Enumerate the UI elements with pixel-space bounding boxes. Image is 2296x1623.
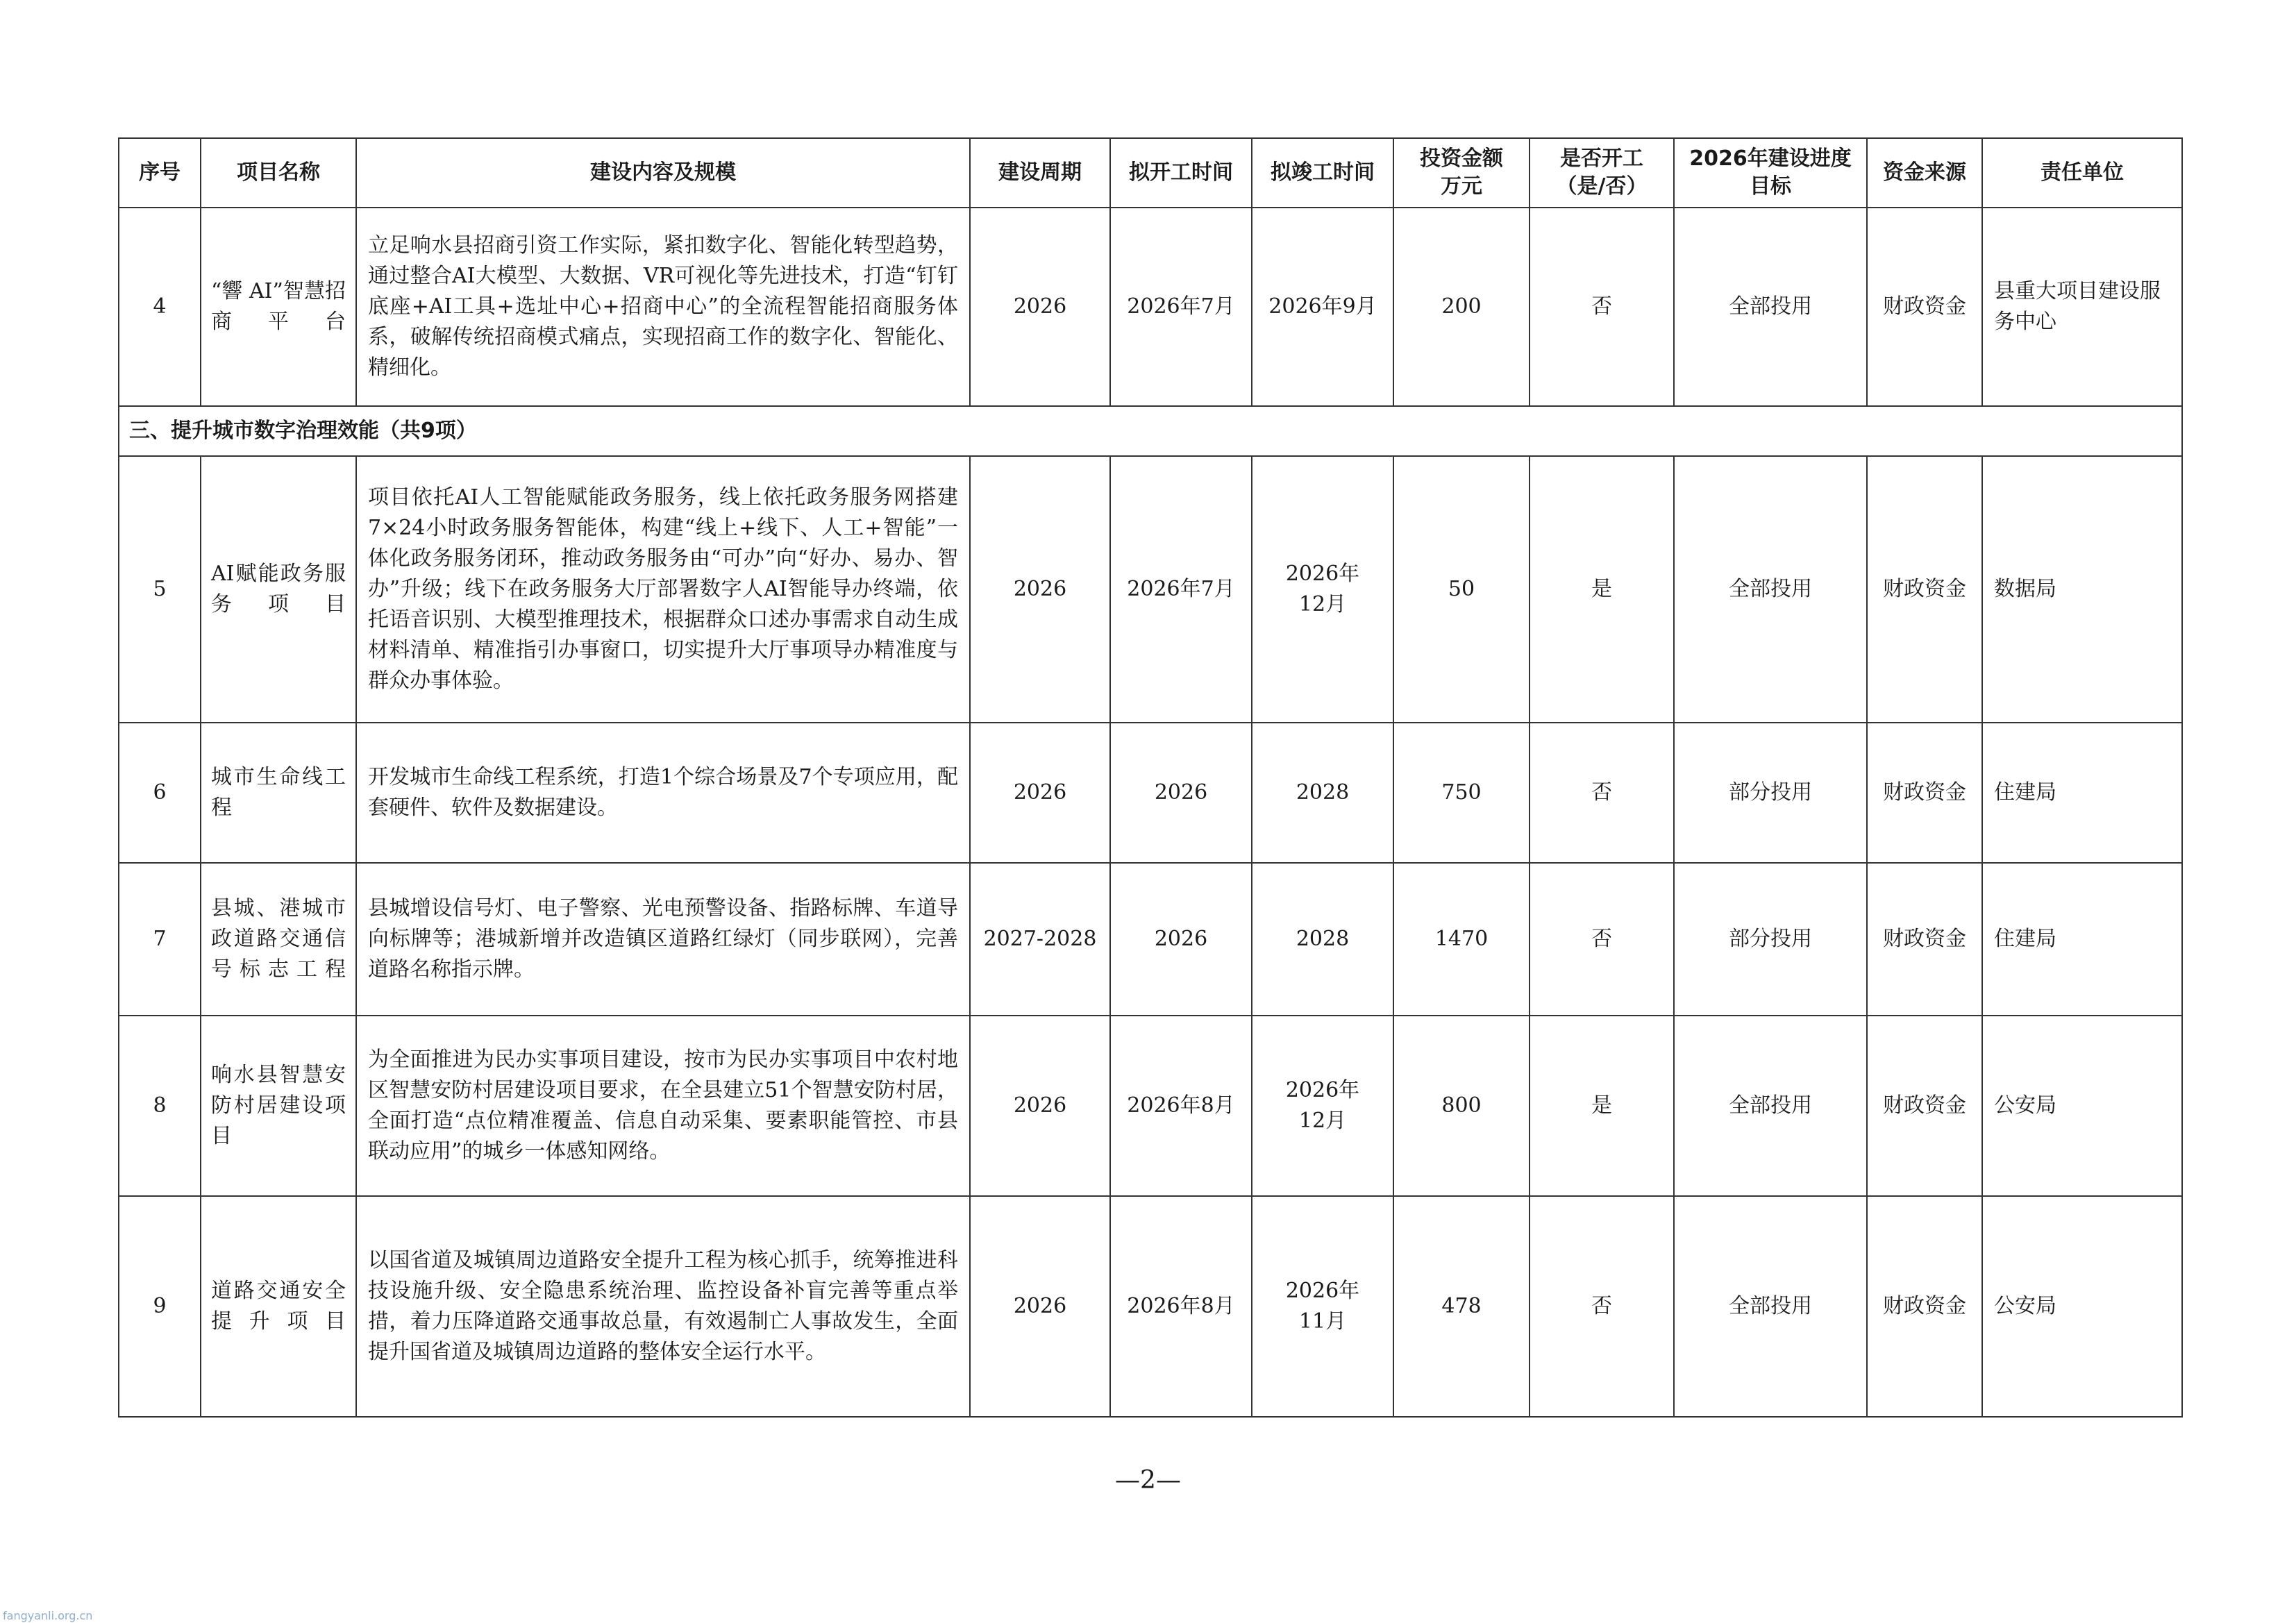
cell-content: 项目依托AI人工智能赋能政务服务，线上依托政务服务网搭建7×24小时政务服务智能体，构建“线上+线下、人工+智能”一体化政务服务闭环，推动政务服务由“可办”向“好办、易办、智办”升级；线下在政务服务大厅部署数字人AI智能导办终端，依托语音识别、大模型推理技术，根据群众口述办事需求自动生成材料清单、精准指引办事窗口，切实提升大厅事项导办精准度与群众办事体验。 — [356, 456, 970, 723]
cell-period: 2026 — [970, 456, 1110, 723]
cell-unit: 公安局 — [1982, 1016, 2182, 1196]
header-fund: 资金来源 — [1867, 138, 1982, 208]
header-content: 建设内容及规模 — [356, 138, 970, 208]
cell-content: 开发城市生命线工程系统，打造1个综合场景及7个专项应用，配套硬件、软件及数据建设。 — [356, 723, 970, 863]
cell-target: 全部投用 — [1674, 1196, 1867, 1417]
cell-start: 2026年8月 — [1110, 1016, 1252, 1196]
cell-investment: 1470 — [1393, 863, 1530, 1016]
cell-fund: 财政资金 — [1867, 723, 1982, 863]
cell-content: 立足响水县招商引资工作实际，紧扣数字化、智能化转型趋势，通过整合AI大模型、大数据、VR可视化等先进技术，打造“钉钉底座+AI工具+选址中心+招商中心”的全流程智能招商服务体系，破解传统招商模式痛点，实现招商工作的数字化、智能化、精细化。 — [356, 208, 970, 406]
header-period: 建设周期 — [970, 138, 1110, 208]
cell-end: 2026年12月 — [1252, 1016, 1393, 1196]
cell-end: 2028 — [1252, 863, 1393, 1016]
cell-unit: 县重大项目建设服务中心 — [1982, 208, 2182, 406]
table-row — [119, 723, 2182, 863]
cell-started: 否 — [1530, 208, 1674, 406]
table-row — [119, 208, 2182, 406]
cell-fund: 财政资金 — [1867, 863, 1982, 1016]
cell-period: 2026 — [970, 723, 1110, 863]
header-unit: 责任单位 — [1982, 138, 2182, 208]
cell-end: 2026年12月 — [1252, 456, 1393, 723]
header-started: 是否开工（是/否） — [1530, 138, 1674, 208]
cell-unit: 住建局 — [1982, 723, 2182, 863]
cell-fund: 财政资金 — [1867, 456, 1982, 723]
header-investment: 投资金额万元 — [1393, 138, 1530, 208]
cell-period: 2026 — [970, 208, 1110, 406]
cell-started: 是 — [1530, 456, 1674, 723]
cell-content: 为全面推进为民办实事项目建设，按市为民办实事项目中农村地区智慧安防村居建设项目要求，在全县建立51个智慧安防村居，全面打造“点位精准覆盖、信息自动采集、要素职能管控、市县联动应用”的城乡一体感知网络。 — [356, 1016, 970, 1196]
cell-start: 2026年7月 — [1110, 208, 1252, 406]
cell-started: 否 — [1530, 723, 1674, 863]
cell-name: 道路交通安全提升项目 — [201, 1196, 356, 1417]
cell-unit: 住建局 — [1982, 863, 2182, 1016]
cell-name: 响水县智慧安防村居建设项目 — [201, 1016, 356, 1196]
cell-unit: 公安局 — [1982, 1196, 2182, 1417]
cell-period: 2026 — [970, 1196, 1110, 1417]
cell-seq: 5 — [119, 456, 201, 723]
cell-name: AI赋能政务服务项目 — [201, 456, 356, 723]
cell-content: 县城增设信号灯、电子警察、光电预警设备、指路标牌、车道导向标牌等；港城新增并改造镇区道路红绿灯（同步联网），完善道路名称指示牌。 — [356, 863, 970, 1016]
cell-fund: 财政资金 — [1867, 1016, 1982, 1196]
cell-fund: 财政资金 — [1867, 1196, 1982, 1417]
header-start: 拟开工时间 — [1110, 138, 1252, 208]
cell-start: 2026 — [1110, 863, 1252, 1016]
table-row — [119, 863, 2182, 1016]
header-end: 拟竣工时间 — [1252, 138, 1393, 208]
cell-end: 2028 — [1252, 723, 1393, 863]
header-target: 2026年建设进度目标 — [1674, 138, 1867, 208]
cell-name: 城市生命线工程 — [201, 723, 356, 863]
cell-started: 是 — [1530, 1016, 1674, 1196]
cell-end: 2026年11月 — [1252, 1196, 1393, 1417]
cell-seq: 6 — [119, 723, 201, 863]
header-seq: 序号 — [119, 138, 201, 208]
section-heading: 三、提升城市数字治理效能（共9项） — [119, 406, 2182, 456]
cell-content: 以国省道及城镇周边道路安全提升工程为核心抓手，统筹推进科技设施升级、安全隐患系统治理、监控设备补盲完善等重点举措，着力压降道路交通事故总量，有效遏制亡人事故发生，全面提升国省道及城镇周边道路的整体安全运行水平。 — [356, 1196, 970, 1417]
header-name: 项目名称 — [201, 138, 356, 208]
cell-start: 2026年8月 — [1110, 1196, 1252, 1417]
cell-period: 2026 — [970, 1016, 1110, 1196]
cell-target: 全部投用 — [1674, 1016, 1867, 1196]
cell-investment: 50 — [1393, 456, 1530, 723]
cell-name: 县城、港城市政道路交通信号标志工程 — [201, 863, 356, 1016]
cell-started: 否 — [1530, 1196, 1674, 1417]
cell-investment: 478 — [1393, 1196, 1530, 1417]
cell-seq: 7 — [119, 863, 201, 1016]
cell-investment: 750 — [1393, 723, 1530, 863]
watermark: fangyanli.org.cn — [3, 1609, 93, 1622]
page-number: —2— — [1115, 1466, 1181, 1495]
cell-unit: 数据局 — [1982, 456, 2182, 723]
section-row — [119, 406, 2182, 456]
cell-end: 2026年9月 — [1252, 208, 1393, 406]
project-table — [118, 137, 2183, 1418]
cell-target: 部分投用 — [1674, 723, 1867, 863]
header-row — [119, 138, 2182, 208]
cell-target: 全部投用 — [1674, 208, 1867, 406]
cell-name: “響 AI”智慧招商平台 — [201, 208, 356, 406]
cell-investment: 800 — [1393, 1016, 1530, 1196]
cell-seq: 9 — [119, 1196, 201, 1417]
cell-seq: 4 — [119, 208, 201, 406]
cell-period: 2027-2028 — [970, 863, 1110, 1016]
table-row — [119, 1196, 2182, 1417]
cell-start: 2026年7月 — [1110, 456, 1252, 723]
cell-start: 2026 — [1110, 723, 1252, 863]
table-row — [119, 456, 2182, 723]
cell-fund: 财政资金 — [1867, 208, 1982, 406]
cell-seq: 8 — [119, 1016, 201, 1196]
table-row — [119, 1016, 2182, 1196]
cell-investment: 200 — [1393, 208, 1530, 406]
cell-target: 部分投用 — [1674, 863, 1867, 1016]
cell-target: 全部投用 — [1674, 456, 1867, 723]
cell-started: 否 — [1530, 863, 1674, 1016]
